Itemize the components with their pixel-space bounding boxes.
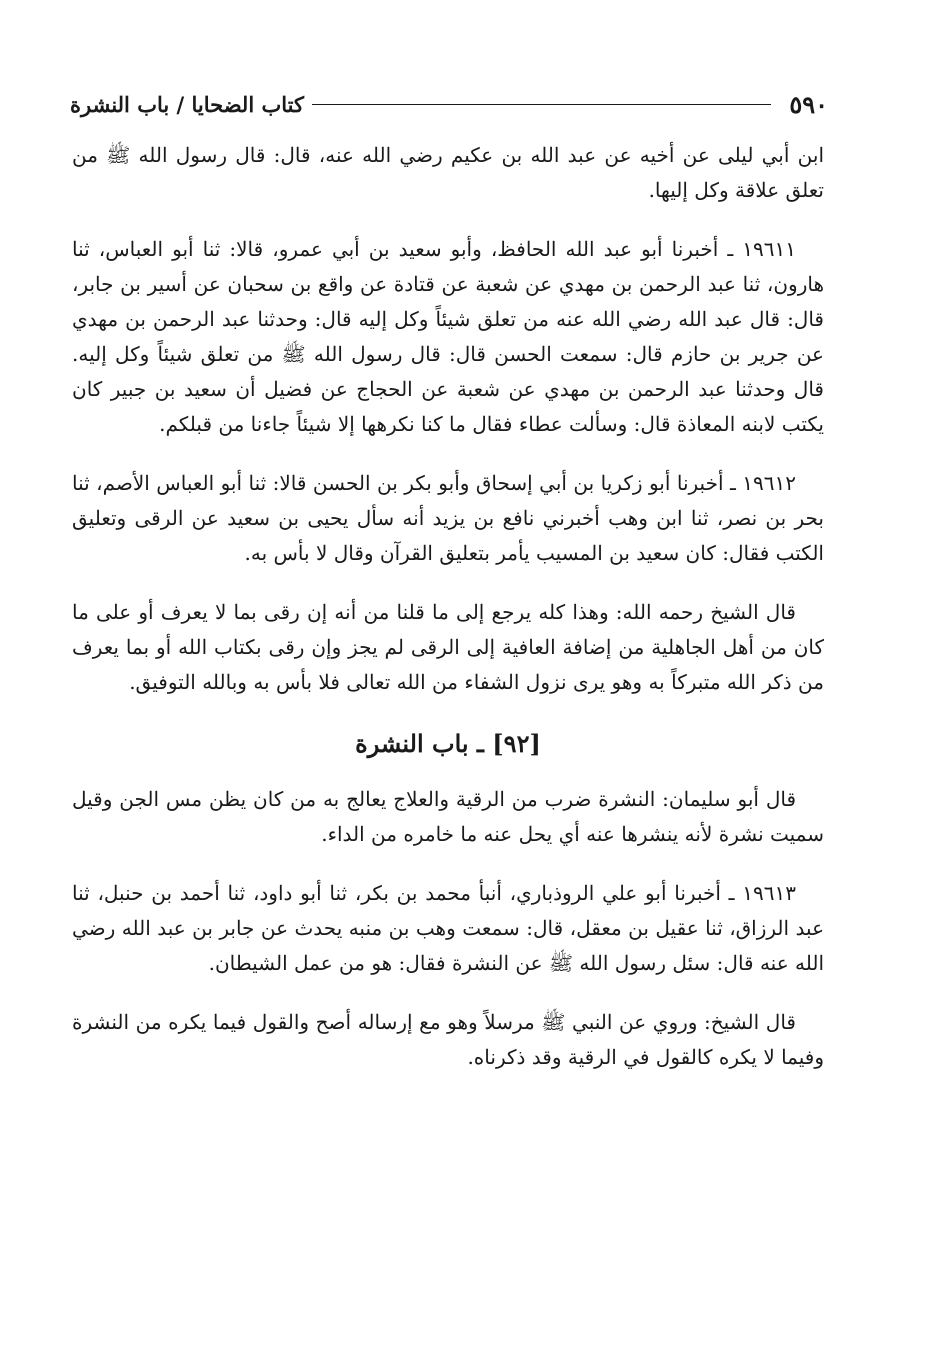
sheikh-closing-note: قال الشيخ: وروي عن النبي ﷺ مرسلاً وهو مع إرساله أصح والقول فيما يكره من النشرة وفيما لا يكره كالقول في الرقية وقد ذكرناه. [72, 1010, 824, 1069]
hadith-19611: ١٩٦١١ ـ أخبرنا أبو عبد الله الحافظ، وأبو سعيد بن أبي عمرو، قالا: ثنا أبو العباس، ثنا هارون، ثنا عبد الرحمن بن مهدي عن شعبة عن قتادة عن واقع بن سحبان عن أسير بن جابر، قال: قال عبد الله رضي الله عنه من تعلق شيئاً وكل إليه قال: وحدثنا عبد الرحمن بن مهدي عن جرير بن حازم قال: سمعت الحسن قال: قال رسول الله ﷺ من تعلق شيئاً وكل إليه. قال وحدثنا عبد الرحمن بن مهدي عن شعبة عن الحجاج عن فضيل أن سعيد بن جبير كان يكتب لابنه المعاذة قال: وسألت عطاء فقال ما كنا نكرهها إلا شيئاً جاءنا من قبلكم. [72, 237, 824, 436]
page-body [72, 138, 824, 1099]
hadith-19613: ١٩٦١٣ ـ أخبرنا أبو علي الروذباري، أنبأ محمد بن بكر، ثنا أبو داود، ثنا أحمد بن حنبل، ثنا عبد الرزاق، ثنا عقيل بن معقل، قال: سمعت وهب بن منبه يحدث عن جابر بن عبد الله رضي الله عنه قال: سئل رسول الله ﷺ عن النشرة فقال: هو من عمل الشيطان. [72, 881, 825, 975]
paragraph-continuation: ابن أبي ليلى عن أخيه عن عبد الله بن عكيم رضي الله عنه، قال: قال رسول الله ﷺ من تعلق علاقة وكل إليها. [72, 143, 824, 202]
page-number: ٥٩٠ [789, 89, 828, 119]
hadith-19612: ١٩٦١٢ ـ أخبرنا أبو زكريا بن أبي إسحاق وأبو بكر بن الحسن قالا: ثنا أبو العباس الأصم، ثنا بحر بن نصر، ثنا ابن وهب أخبرني نافع بن يزيد أنه سأل يحيى بن سعيد عن الرقى وتعليق الكتب فقال: كان سعيد بن المسيب يأمر بتعليق القرآن وقال لا بأس به. [72, 471, 824, 565]
running-title: كتاب الضحايا / باب النشرة [70, 91, 304, 117]
sheikh-commentary: قال الشيخ رحمه الله: وهذا كله يرجع إلى ما قلنا من أنه إن رقى بما لا يعرف أو على ما كان من أهل الجاهلية من إضافة العافية إلى الرقى لم يجز وإن رقى بكتاب الله أو بما يعرف من ذكر الله متبركاً به وهو يرى نزول الشفاء من الله تعالى فلا بأس به وبالله التوفيق. [72, 600, 824, 694]
page-header [70, 86, 828, 122]
header-rule [312, 104, 771, 105]
abu-sulaiman-definition: قال أبو سليمان: النشرة ضرب من الرقية والعلاج يعالج به من كان يظن مس الجن وقيل سميت نشرة لأنه ينشرها عنه أي يحل عنه ما خامره من الداء. [72, 787, 824, 846]
section-heading: [٩٢] ـ باب النشرة [355, 729, 541, 758]
